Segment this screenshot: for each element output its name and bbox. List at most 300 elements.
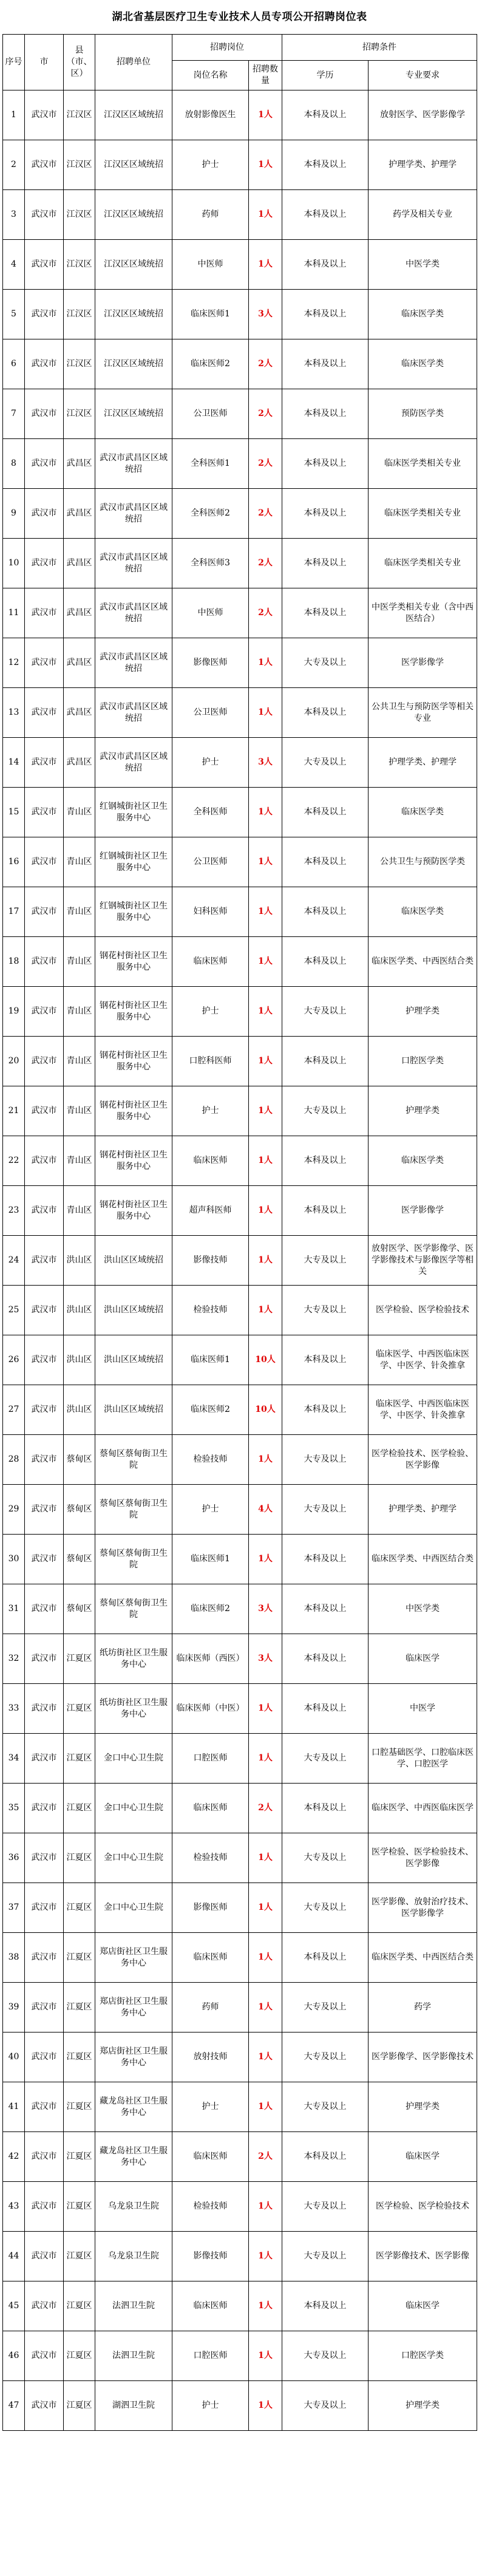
cell-county: 江夏区 <box>64 2381 95 2431</box>
cell-major: 临床医学类 <box>369 339 477 389</box>
cell-seq: 39 <box>3 1983 25 2033</box>
cell-seq: 35 <box>3 1784 25 1833</box>
cell-major: 口腔医学类 <box>369 2331 477 2381</box>
cell-city: 武汉市 <box>25 1634 64 1684</box>
cell-unit: 武汉市武昌区区域统招 <box>95 489 172 539</box>
cell-unit: 江汉区区域统招 <box>95 290 172 339</box>
cell-city: 武汉市 <box>25 1535 64 1584</box>
cell-edu: 大专及以上 <box>282 1286 369 1335</box>
cell-post: 中医师 <box>172 240 249 290</box>
cell-seq: 23 <box>3 1186 25 1236</box>
cell-count: 3人 <box>249 1584 282 1634</box>
cell-county: 青山区 <box>64 1186 95 1236</box>
cell-post: 临床医师（中医） <box>172 1684 249 1734</box>
table-row <box>3 1734 477 1784</box>
cell-edu: 大专及以上 <box>282 1485 369 1535</box>
cell-unit: 武汉市武昌区区域统招 <box>95 539 172 588</box>
cell-major: 护理学类 <box>369 2381 477 2431</box>
table-row <box>3 1286 477 1335</box>
cell-count: 1人 <box>249 1086 282 1136</box>
cell-unit: 江汉区区域统招 <box>95 339 172 389</box>
cell-post: 临床医师1 <box>172 290 249 339</box>
cell-major: 放射医学、医学影像学、医学影像技术与影像医学等相关 <box>369 1236 477 1286</box>
cell-unit: 钢花村街社区卫生服务中心 <box>95 1136 172 1186</box>
cell-county: 武昌区 <box>64 439 95 489</box>
cell-count: 1人 <box>249 2281 282 2331</box>
cell-count: 2人 <box>249 339 282 389</box>
cell-post: 全科医师2 <box>172 489 249 539</box>
cell-seq: 44 <box>3 2232 25 2281</box>
cell-seq: 9 <box>3 489 25 539</box>
cell-count: 1人 <box>249 887 282 937</box>
cell-county: 武昌区 <box>64 688 95 738</box>
cell-post: 护士 <box>172 2082 249 2132</box>
cell-unit: 江汉区区域统招 <box>95 389 172 439</box>
cell-count: 1人 <box>249 2331 282 2381</box>
cell-post: 护士 <box>172 2381 249 2431</box>
table-row <box>3 2033 477 2082</box>
cell-post: 临床医师1 <box>172 1335 249 1385</box>
cell-edu: 本科及以上 <box>282 90 369 140</box>
cell-major: 临床医学 <box>369 2281 477 2331</box>
cell-unit: 洪山区区域统招 <box>95 1385 172 1435</box>
cell-seq: 10 <box>3 539 25 588</box>
cell-major: 临床医学类、中西医结合类 <box>369 1535 477 1584</box>
cell-county: 江夏区 <box>64 1833 95 1883</box>
table-body <box>3 90 477 2431</box>
cell-major: 公共卫生与预防医学等相关专业 <box>369 688 477 738</box>
cell-major: 临床医学、中西医临床医学、中医学、针灸推拿 <box>369 1385 477 1435</box>
cell-major: 口腔医学类 <box>369 1037 477 1086</box>
cell-seq: 31 <box>3 1584 25 1634</box>
table-row <box>3 887 477 937</box>
cell-edu: 大专及以上 <box>282 1236 369 1286</box>
cell-county: 蔡甸区 <box>64 1485 95 1535</box>
header-city: 市 <box>25 35 64 90</box>
cell-city: 武汉市 <box>25 1335 64 1385</box>
cell-major: 医学检验、医学检验技术、医学影像 <box>369 1833 477 1883</box>
table-row <box>3 1933 477 1983</box>
cell-county: 青山区 <box>64 987 95 1037</box>
cell-unit: 湖泗卫生院 <box>95 2381 172 2431</box>
cell-seq: 11 <box>3 588 25 638</box>
cell-county: 江夏区 <box>64 2182 95 2232</box>
cell-count: 1人 <box>249 1883 282 1933</box>
cell-seq: 40 <box>3 2033 25 2082</box>
cell-seq: 37 <box>3 1883 25 1933</box>
header-unit: 招聘单位 <box>95 35 172 90</box>
cell-city: 武汉市 <box>25 1186 64 1236</box>
cell-city: 武汉市 <box>25 1983 64 2033</box>
cell-post: 临床医师 <box>172 937 249 987</box>
cell-major: 公共卫生与预防医学类 <box>369 837 477 887</box>
cell-major: 医学影像学、医学影像技术 <box>369 2033 477 2082</box>
table-row <box>3 1086 477 1136</box>
cell-count: 2人 <box>249 588 282 638</box>
cell-major: 护理学类、护理学 <box>369 738 477 788</box>
cell-count: 1人 <box>249 2182 282 2232</box>
cell-unit: 洪山区区域统招 <box>95 1286 172 1335</box>
cell-city: 武汉市 <box>25 1933 64 1983</box>
cell-major: 中医学类 <box>369 240 477 290</box>
recruitment-table <box>2 34 477 2431</box>
cell-count: 1人 <box>249 1535 282 1584</box>
cell-city: 武汉市 <box>25 1236 64 1286</box>
cell-seq: 25 <box>3 1286 25 1335</box>
cell-edu: 大专及以上 <box>282 2182 369 2232</box>
cell-seq: 12 <box>3 638 25 688</box>
cell-unit: 红钢城街社区卫生服务中心 <box>95 887 172 937</box>
cell-edu: 本科及以上 <box>282 140 369 190</box>
cell-major: 医学检验技术、医学检验、医学影像 <box>369 1435 477 1485</box>
cell-count: 1人 <box>249 90 282 140</box>
cell-post: 妇科医师 <box>172 887 249 937</box>
cell-county: 洪山区 <box>64 1236 95 1286</box>
cell-city: 武汉市 <box>25 1037 64 1086</box>
cell-seq: 3 <box>3 190 25 240</box>
cell-post: 公卫医师 <box>172 389 249 439</box>
cell-city: 武汉市 <box>25 1883 64 1933</box>
cell-edu: 本科及以上 <box>282 1584 369 1634</box>
cell-county: 青山区 <box>64 1136 95 1186</box>
cell-unit: 蔡甸区蔡甸街卫生院 <box>95 1535 172 1584</box>
cell-count: 1人 <box>249 1286 282 1335</box>
cell-seq: 1 <box>3 90 25 140</box>
cell-seq: 43 <box>3 2182 25 2232</box>
cell-count: 2人 <box>249 1784 282 1833</box>
cell-edu: 大专及以上 <box>282 2082 369 2132</box>
cell-count: 1人 <box>249 937 282 987</box>
cell-major: 临床医学、中西医临床医学 <box>369 1784 477 1833</box>
cell-edu: 本科及以上 <box>282 788 369 837</box>
cell-count: 1人 <box>249 1136 282 1186</box>
cell-county: 蔡甸区 <box>64 1535 95 1584</box>
table-row <box>3 489 477 539</box>
cell-county: 江夏区 <box>64 2232 95 2281</box>
cell-count: 4人 <box>249 1485 282 1535</box>
cell-unit: 金口中心卫生院 <box>95 1734 172 1784</box>
table-row <box>3 1435 477 1485</box>
cell-city: 武汉市 <box>25 1086 64 1136</box>
cell-unit: 钢花村街社区卫生服务中心 <box>95 937 172 987</box>
cell-post: 放射影像医生 <box>172 90 249 140</box>
cell-edu: 本科及以上 <box>282 2132 369 2182</box>
cell-city: 武汉市 <box>25 1684 64 1734</box>
cell-county: 江汉区 <box>64 389 95 439</box>
cell-major: 护理学类、护理学 <box>369 140 477 190</box>
cell-unit: 红钢城街社区卫生服务中心 <box>95 788 172 837</box>
cell-post: 临床医师 <box>172 1933 249 1983</box>
table-row <box>3 1136 477 1186</box>
cell-unit: 郑店街社区卫生服务中心 <box>95 1933 172 1983</box>
cell-city: 武汉市 <box>25 688 64 738</box>
cell-county: 江夏区 <box>64 2281 95 2331</box>
cell-city: 武汉市 <box>25 140 64 190</box>
cell-post: 口腔医师 <box>172 2331 249 2381</box>
cell-count: 1人 <box>249 140 282 190</box>
cell-city: 武汉市 <box>25 738 64 788</box>
cell-seq: 21 <box>3 1086 25 1136</box>
cell-edu: 大专及以上 <box>282 2232 369 2281</box>
cell-county: 蔡甸区 <box>64 1584 95 1634</box>
cell-major: 临床医学 <box>369 2132 477 2182</box>
cell-city: 武汉市 <box>25 539 64 588</box>
cell-post: 临床医师1 <box>172 1535 249 1584</box>
cell-post: 护士 <box>172 738 249 788</box>
cell-seq: 4 <box>3 240 25 290</box>
cell-post: 护士 <box>172 140 249 190</box>
table-row <box>3 90 477 140</box>
cell-major: 护理学类 <box>369 1086 477 1136</box>
cell-count: 1人 <box>249 2033 282 2082</box>
table-row <box>3 1634 477 1684</box>
cell-city: 武汉市 <box>25 2232 64 2281</box>
cell-edu: 本科及以上 <box>282 439 369 489</box>
cell-seq: 34 <box>3 1734 25 1784</box>
page-title: 湖北省基层医疗卫生专业技术人员专项公开招聘岗位表 <box>112 11 367 23</box>
table-row <box>3 837 477 887</box>
cell-post: 口腔科医师 <box>172 1037 249 1086</box>
cell-city: 武汉市 <box>25 2132 64 2182</box>
cell-county: 江汉区 <box>64 190 95 240</box>
table-row <box>3 2132 477 2182</box>
table-row <box>3 2182 477 2232</box>
cell-major: 医学影像技术、医学影像 <box>369 2232 477 2281</box>
cell-county: 江夏区 <box>64 1784 95 1833</box>
cell-edu: 本科及以上 <box>282 1634 369 1684</box>
cell-city: 武汉市 <box>25 2281 64 2331</box>
table-row <box>3 1883 477 1933</box>
table-row <box>3 2281 477 2331</box>
cell-county: 洪山区 <box>64 1286 95 1335</box>
table-row <box>3 339 477 389</box>
cell-unit: 蔡甸区蔡甸街卫生院 <box>95 1485 172 1535</box>
cell-city: 武汉市 <box>25 439 64 489</box>
cell-city: 武汉市 <box>25 2082 64 2132</box>
cell-major: 临床医学类相关专业 <box>369 539 477 588</box>
cell-edu: 本科及以上 <box>282 688 369 738</box>
cell-count: 2人 <box>249 2132 282 2182</box>
table-row <box>3 1485 477 1535</box>
table-row <box>3 1385 477 1435</box>
table-row <box>3 1535 477 1584</box>
cell-city: 武汉市 <box>25 339 64 389</box>
table-row <box>3 439 477 489</box>
cell-city: 武汉市 <box>25 987 64 1037</box>
cell-count: 1人 <box>249 1037 282 1086</box>
cell-seq: 36 <box>3 1833 25 1883</box>
cell-major: 中医学类相关专业（含中西医结合） <box>369 588 477 638</box>
cell-count: 2人 <box>249 489 282 539</box>
cell-post: 影像技师 <box>172 2232 249 2281</box>
cell-city: 武汉市 <box>25 788 64 837</box>
cell-seq: 29 <box>3 1485 25 1535</box>
cell-seq: 18 <box>3 937 25 987</box>
cell-seq: 47 <box>3 2381 25 2431</box>
header-post-group: 招聘岗位 <box>172 35 282 61</box>
cell-county: 江汉区 <box>64 90 95 140</box>
cell-count: 1人 <box>249 987 282 1037</box>
cell-city: 武汉市 <box>25 1435 64 1485</box>
cell-seq: 15 <box>3 788 25 837</box>
table-row <box>3 987 477 1037</box>
cell-post: 临床医师 <box>172 1784 249 1833</box>
table-row <box>3 140 477 190</box>
cell-edu: 本科及以上 <box>282 1933 369 1983</box>
table-row <box>3 688 477 738</box>
cell-edu: 大专及以上 <box>282 1833 369 1883</box>
table-row <box>3 1186 477 1236</box>
cell-edu: 大专及以上 <box>282 738 369 788</box>
table-row <box>3 588 477 638</box>
cell-edu: 本科及以上 <box>282 539 369 588</box>
cell-unit: 钢花村街社区卫生服务中心 <box>95 1037 172 1086</box>
cell-count: 1人 <box>249 1933 282 1983</box>
cell-post: 全科医师3 <box>172 539 249 588</box>
cell-seq: 24 <box>3 1236 25 1286</box>
cell-post: 中医师 <box>172 588 249 638</box>
cell-major: 护理学类 <box>369 987 477 1037</box>
cell-major: 临床医学类 <box>369 788 477 837</box>
table-row <box>3 2331 477 2381</box>
cell-city: 武汉市 <box>25 2182 64 2232</box>
cell-seq: 41 <box>3 2082 25 2132</box>
cell-county: 江夏区 <box>64 1684 95 1734</box>
cell-edu: 本科及以上 <box>282 1037 369 1086</box>
cell-post: 口腔医师 <box>172 1734 249 1784</box>
table-row <box>3 290 477 339</box>
cell-post: 药师 <box>172 1983 249 2033</box>
cell-major: 临床医学 <box>369 1634 477 1684</box>
cell-count: 2人 <box>249 439 282 489</box>
cell-edu: 本科及以上 <box>282 1535 369 1584</box>
table-row <box>3 2082 477 2132</box>
cell-unit: 洪山区区域统招 <box>95 1236 172 1286</box>
cell-city: 武汉市 <box>25 1734 64 1784</box>
cell-unit: 武汉市武昌区区域统招 <box>95 738 172 788</box>
cell-major: 临床医学类、中西医结合类 <box>369 937 477 987</box>
cell-major: 临床医学类 <box>369 1136 477 1186</box>
cell-major: 临床医学类、中西医结合类 <box>369 1933 477 1983</box>
header-post-name: 岗位名称 <box>172 61 249 90</box>
cell-count: 1人 <box>249 1186 282 1236</box>
cell-major: 口腔基础医学、口腔临床医学、口腔医学 <box>369 1734 477 1784</box>
table-row <box>3 2381 477 2431</box>
cell-city: 武汉市 <box>25 588 64 638</box>
cell-city: 武汉市 <box>25 2331 64 2381</box>
table-row <box>3 937 477 987</box>
table-row <box>3 1335 477 1385</box>
table-row <box>3 1037 477 1086</box>
cell-county: 江汉区 <box>64 339 95 389</box>
cell-city: 武汉市 <box>25 2033 64 2082</box>
cell-unit: 江汉区区域统招 <box>95 90 172 140</box>
cell-seq: 26 <box>3 1335 25 1385</box>
cell-unit: 金口中心卫生院 <box>95 1833 172 1883</box>
table-row <box>3 788 477 837</box>
cell-major: 临床医学类相关专业 <box>369 489 477 539</box>
cell-count: 1人 <box>249 2082 282 2132</box>
cell-major: 放射医学、医学影像学 <box>369 90 477 140</box>
cell-seq: 8 <box>3 439 25 489</box>
cell-major: 医学影像学 <box>369 638 477 688</box>
cell-county: 武昌区 <box>64 489 95 539</box>
cell-unit: 郑店街社区卫生服务中心 <box>95 1983 172 2033</box>
cell-seq: 27 <box>3 1385 25 1435</box>
cell-seq: 46 <box>3 2331 25 2381</box>
cell-city: 武汉市 <box>25 1385 64 1435</box>
cell-count: 1人 <box>249 240 282 290</box>
header-edu: 学历 <box>282 61 369 90</box>
cell-post: 临床医师（西医） <box>172 1634 249 1684</box>
cell-city: 武汉市 <box>25 2381 64 2431</box>
cell-county: 青山区 <box>64 1037 95 1086</box>
cell-count: 1人 <box>249 1734 282 1784</box>
cell-major: 医学检验、医学检验技术 <box>369 1286 477 1335</box>
cell-unit: 钢花村街社区卫生服务中心 <box>95 987 172 1037</box>
cell-edu: 本科及以上 <box>282 339 369 389</box>
cell-seq: 28 <box>3 1435 25 1485</box>
cell-unit: 洪山区区域统招 <box>95 1335 172 1385</box>
cell-county: 青山区 <box>64 788 95 837</box>
cell-unit: 钢花村街社区卫生服务中心 <box>95 1086 172 1136</box>
cell-seq: 33 <box>3 1684 25 1734</box>
cell-unit: 蔡甸区蔡甸街卫生院 <box>95 1435 172 1485</box>
cell-major: 中医学 <box>369 1684 477 1734</box>
cell-count: 3人 <box>249 738 282 788</box>
cell-city: 武汉市 <box>25 837 64 887</box>
cell-city: 武汉市 <box>25 1485 64 1535</box>
cell-post: 放射技师 <box>172 2033 249 2082</box>
cell-edu: 本科及以上 <box>282 240 369 290</box>
cell-count: 1人 <box>249 2232 282 2281</box>
cell-post: 检验技师 <box>172 2182 249 2232</box>
cell-post: 检验技师 <box>172 1286 249 1335</box>
cell-seq: 42 <box>3 2132 25 2182</box>
cell-seq: 22 <box>3 1136 25 1186</box>
cell-county: 江夏区 <box>64 1734 95 1784</box>
cell-post: 影像技师 <box>172 1236 249 1286</box>
cell-unit: 武汉市武昌区区域统招 <box>95 688 172 738</box>
table-row <box>3 1684 477 1734</box>
cell-city: 武汉市 <box>25 1584 64 1634</box>
cell-seq: 2 <box>3 140 25 190</box>
cell-post: 全科医师 <box>172 788 249 837</box>
cell-count: 1人 <box>249 190 282 240</box>
cell-edu: 本科及以上 <box>282 290 369 339</box>
cell-county: 洪山区 <box>64 1335 95 1385</box>
cell-edu: 本科及以上 <box>282 837 369 887</box>
cell-county: 江夏区 <box>64 1983 95 2033</box>
cell-post: 全科医师1 <box>172 439 249 489</box>
cell-edu: 本科及以上 <box>282 1684 369 1734</box>
cell-count: 1人 <box>249 2381 282 2431</box>
cell-seq: 45 <box>3 2281 25 2331</box>
cell-seq: 16 <box>3 837 25 887</box>
cell-post: 超声科医师 <box>172 1186 249 1236</box>
cell-edu: 本科及以上 <box>282 389 369 439</box>
cell-edu: 大专及以上 <box>282 1435 369 1485</box>
cell-major: 药学及相关专业 <box>369 190 477 240</box>
cell-county: 青山区 <box>64 1086 95 1136</box>
cell-county: 武昌区 <box>64 638 95 688</box>
cell-count: 1人 <box>249 1833 282 1883</box>
cell-count: 3人 <box>249 290 282 339</box>
table-row <box>3 539 477 588</box>
cell-major: 预防医学类 <box>369 389 477 439</box>
cell-major: 临床医学、中西医临床医学、中医学、针灸推拿 <box>369 1335 477 1385</box>
cell-county: 江夏区 <box>64 2082 95 2132</box>
